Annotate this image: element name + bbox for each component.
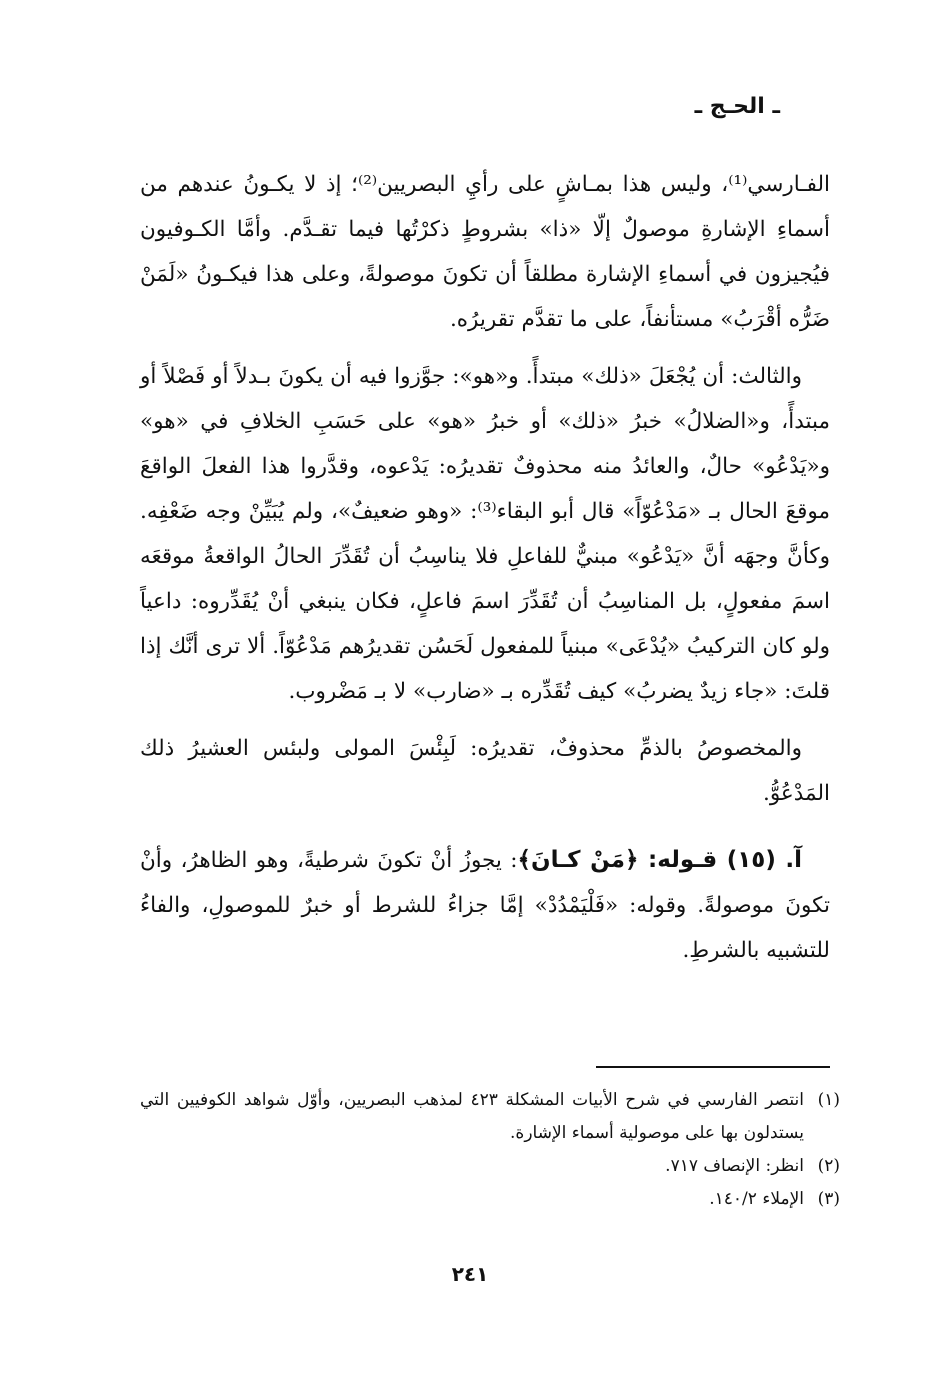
- footnote-1: [140, 1084, 840, 1150]
- footnotes: [140, 1084, 840, 1216]
- running-header: ـ الحـج ـ: [694, 94, 780, 119]
- footnote-text: انتصر الفارسي في شرح الأبيات المشكلة ٤٢٣ لمذهب البصريين، وأوّل شواهد الكوفيين التي يستدلون بها على موصولية أسماء الإشارة.: [140, 1090, 804, 1143]
- paragraph-4: [140, 838, 830, 973]
- paragraph-3: والمخصوصُ بالذمِّ محذوفٌ، تقديرُه: لَبِئْسَ المولى ولبئس العشيرُ ذلك المَدْعُوُّ.: [140, 736, 830, 806]
- footnote-number: (٢): [817, 1156, 840, 1176]
- paragraph-4-text: : يجوزُ أنْ تكونَ شرطيةً، وهو الظاهرُ، وأنْ تكونَ موصولةً. وقوله: «فَلْيَمْدُدْ» إمَّا جزاءُ للشرط أو خبرٌ للموصولِ، والفاءُ للتشبيه بالشرطِ.: [140, 848, 830, 963]
- footnote-number: (٣): [817, 1189, 840, 1209]
- footnote-text: الإملاء ١٤٠/٢.: [709, 1189, 804, 1209]
- body-text: [140, 162, 830, 985]
- footnote-2: [140, 1150, 840, 1183]
- paragraph-1: الفـارسي⁽¹⁾، وليس هذا بمـاشٍ على رأيِ البصريين⁽²⁾؛ إذ لا يكـونُ عندهم من أسماءِ الإشارةِ موصولٌ إلّا «ذا» بشروطٍ ذكرْتُها فيما تقـدَّم. وأمَّا الكـوفيون فيُجيزون في أسماءِ الإشارة مطلقاً أن تكونَ موصولةً، وعلى هذا فيكـونُ «لَمَنْ ضَرُّه أقْرَبُ» مستأنفاً، على ما تقدَّم تقريرُه.: [140, 172, 830, 332]
- verse-heading: آ. (١٥) قـوله: ﴿مَنْ كـانَ﴾: [517, 847, 803, 873]
- footnote-divider: [596, 1066, 830, 1068]
- footnote-number: (١): [817, 1090, 840, 1110]
- paragraph-2: والثالث: أن يُجْعَلَ «ذلك» مبتدأً. و«هو»: جوَّزوا فيه أن يكونَ بـدلاً أو فَصْلاً أو مبتدأً، و«الضلالُ» خبرُ «ذلك» أو خبرُ «هو» على حَسَبِ الخلافِ في «هو» و«يَدْعُو» حالٌ، والعائدُ منه محذوفٌ تقديرُه: يَدْعوه، وقدَّروا هذا الفعلَ الواقعَ موقعَ الحال بـ «مَدْعُوّاً» قال أبو البقاء⁽³⁾: «وهو ضعيفٌ»، ولم يُبَيِّنْ وجه ضَعْفِه. وكأنَّ وجهَه أنَّ «يَدْعُو» مبنيٌّ للفاعلِ فلا يناسِبُ أن تُقَدِّرَ الحالُ الواقعةُ موقعَه اسمَ مفعولٍ، بل المناسِبُ أن تُقَدِّرَ اسمَ فاعلٍ، فكان ينبغي أنْ يُقَدِّروه: داعياً ولو كان التركيبُ «يُدْعَى» مبنياً للمفعول لَحَسُن تقديرُهم مَدْعُوّاً. ألا ترى أنَّك إذا قلتَ: «جاء زيدٌ يضربُ» كيف تُقَدِّره بـ «ضارب» لا بـ مَضْروب.: [140, 364, 830, 704]
- footnote-3: [140, 1183, 840, 1216]
- page-number: ٢٤١: [451, 1262, 489, 1286]
- footnote-text: انظر: الإنصاف ٧١٧.: [665, 1156, 804, 1176]
